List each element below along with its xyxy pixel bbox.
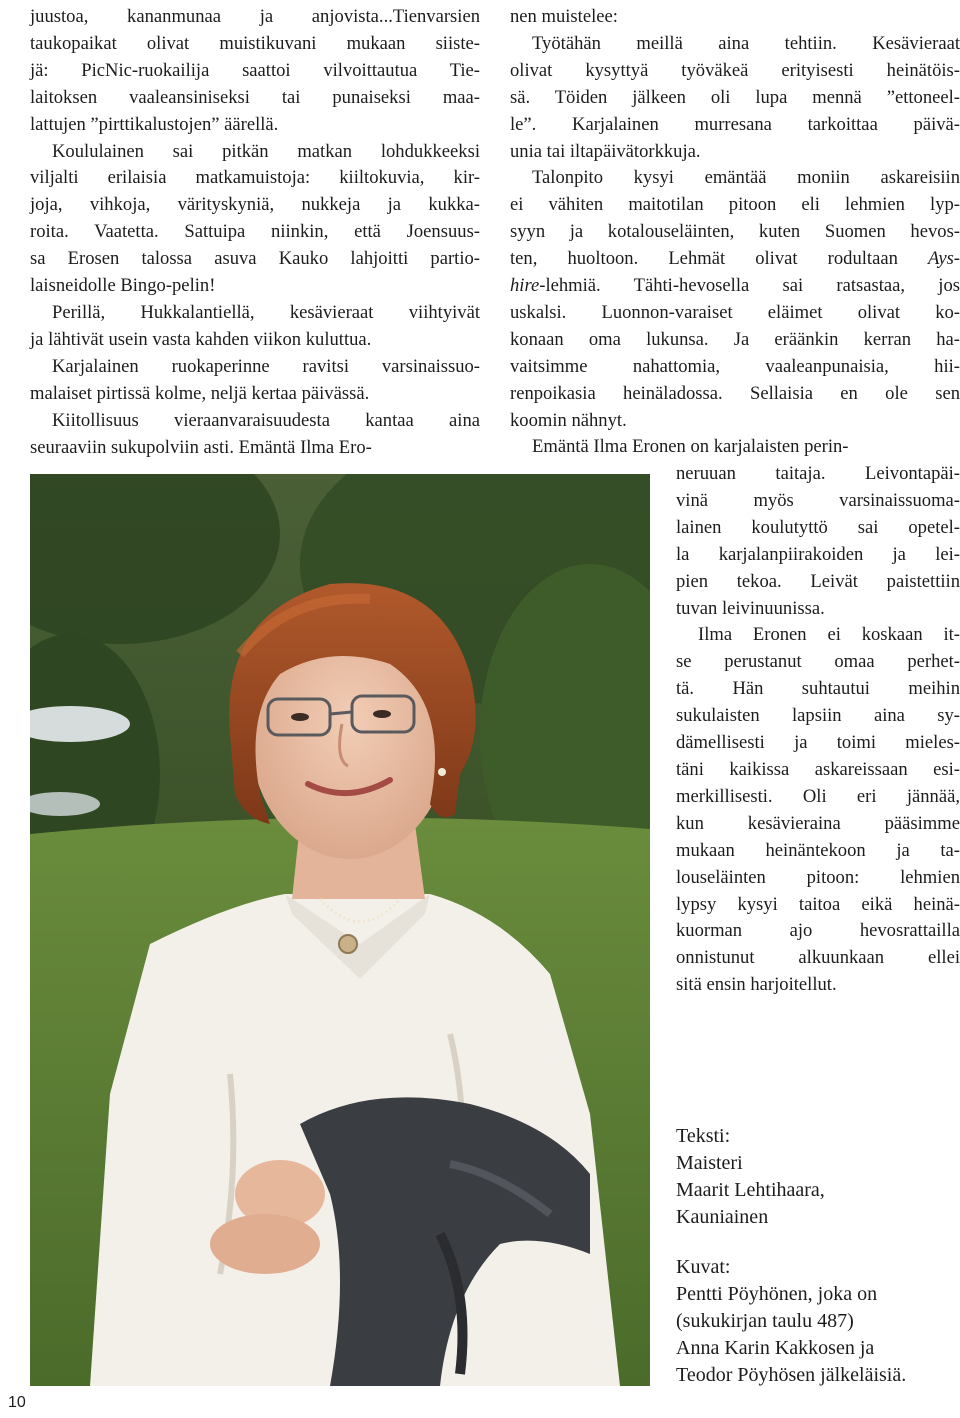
- article-right-column: [510, 4, 960, 435]
- credit-photo-line: Anna Karin Kakkosen ja: [676, 1337, 875, 1359]
- text-line: uskalsi. Luonnon-varaiset eläimet olivat ko-: [510, 301, 960, 323]
- text-line: lypsy kysyi taitoa eikä heinä-: [676, 893, 960, 915]
- text-line: roita. Vaatetta. Sattuipa niinkin, että Joensuus-: [30, 221, 480, 243]
- text-line: lainen koulutyttö sai opetel-: [676, 516, 960, 538]
- text-line: Karjalainen ruokaperinne ravitsi varsinaissuo-: [52, 355, 480, 377]
- text-line: unia tai iltapäivätorkkuja.: [510, 140, 701, 162]
- text-line: nen muistelee:: [510, 6, 618, 27]
- credit-text-line: Kauniainen: [676, 1206, 769, 1228]
- text-line: jä: PicNic-ruokailija saattoi vilvoittautua Tie-: [30, 59, 480, 81]
- text-line: renpoikasia heinäladossa. Sellaisia en ole sen: [510, 382, 960, 404]
- credit-text-label: Teksti:: [676, 1125, 731, 1147]
- text-line: olivat kysyttyä työväkeä erityisesti heinätöis-: [510, 59, 960, 81]
- text-line: Perillä, Hukkalantiellä, kesävieraat viihtyivät: [52, 301, 480, 323]
- text-line: pien tekoa. Leivät paistettiin: [676, 570, 960, 592]
- text-line: mukaan heinäntekoon ja ta-: [676, 839, 960, 861]
- text-line: vaitsimme nahattomia, vaaleanpunaisia, hii-: [510, 355, 960, 377]
- credit-text-block: [676, 1123, 825, 1231]
- text-line: koomin nähnyt.: [510, 409, 627, 431]
- text-line: Ilma Eronen ei koskaan it-: [698, 624, 960, 646]
- text-line: tuvan leivinuunissa.: [676, 597, 825, 619]
- text-line: ei vähiten maitotilan pitoon eli lehmien lyp-: [510, 194, 960, 216]
- portrait-photo: [30, 474, 650, 1386]
- article-left-column: [30, 4, 480, 461]
- text-line: merkillisesti. Oli eri jännää,: [676, 785, 960, 807]
- article-paragraph-emanta: [510, 434, 960, 461]
- text-line: kuorman ajo hevosrattailla: [676, 920, 960, 942]
- text-line: ja lähtivät usein vasta kahden viikon kuluttua.: [30, 328, 372, 350]
- text-line: sä. Töiden jälkeen oli lupa mennä ”ettoneel-: [510, 86, 960, 108]
- text-line: Koululainen sai pitkän matkan lohdukkeeksi: [52, 140, 480, 162]
- page-number: 10: [8, 1394, 26, 1411]
- text-line: ten, huoltoon. Lehmät olivat rodultaan Ays-: [510, 248, 960, 270]
- text-line: juustoa, kananmunaa ja anjovista...Tienvarsien: [30, 6, 480, 27]
- text-line: sitä ensin harjoitellut.: [676, 974, 837, 996]
- text-line: hire-lehmiä. Tähti-hevosella sai ratsastaa, jos: [510, 275, 960, 297]
- credit-photo-label: Kuvat:: [676, 1256, 731, 1278]
- credit-photo-line: Teodor Pöyhösen jälkeläisiä.: [676, 1364, 907, 1386]
- credit-text-line: Maisteri: [676, 1152, 743, 1174]
- text-line: viljalti erilaisia matkamuistoja: kiiltokuvia, kir-: [30, 167, 480, 189]
- text-line: neruuan taitaja. Leivontapäi-: [676, 463, 960, 484]
- text-line: lattujen ”pirttikalustojen” äärellä.: [30, 113, 279, 135]
- text-line: Emäntä Ilma Eronen on karjalaisten perin-: [532, 436, 849, 457]
- text-line: sukulaisten lapsiin aina sy-: [676, 705, 960, 727]
- text-line: le”. Karjalainen murresana tarkoittaa päivä-: [510, 113, 960, 135]
- text-line: joja, vihkoja, värityskyniä, nukkeja ja kukka-: [30, 194, 480, 216]
- text-line: seuraaviin sukupolviin asti. Emäntä Ilma Ero-: [30, 436, 372, 458]
- text-line: Kiitollisuus vieraanvaraisuudesta kantaa aina: [52, 409, 480, 431]
- credit-photo-line: Pentti Pöyhönen, joka on: [676, 1283, 878, 1305]
- credit-text-line: Maarit Lehtihaara,: [676, 1179, 825, 1201]
- text-line: laitoksen vaaleansiniseksi tai punaiseksi maa-: [30, 86, 480, 108]
- credit-photo-line: (sukukirjan taulu 487): [676, 1310, 854, 1332]
- text-line: onnistunut alkuunkaan ellei: [676, 947, 960, 969]
- text-line: kun kesävieraina pääsimme: [676, 812, 960, 834]
- text-line: malaiset pirtissä kolme, neljä kertaa päivässä.: [30, 382, 370, 404]
- text-line: se perustanut omaa perhet-: [676, 651, 960, 673]
- text-line: Työtähän meillä aina tehtiin. Kesävieraat: [532, 32, 960, 54]
- text-line: konaan oma lukunsa. Ja eräänkin kerran ha-: [510, 328, 960, 350]
- text-line: sa Erosen talossa asuva Kauko lahjoitti partio-: [30, 248, 480, 270]
- text-line: täni kaikissa askareissaan esi-: [676, 758, 960, 780]
- text-line: Talonpito kysyi emäntää moniin askareisiin: [532, 167, 960, 189]
- article-wrap-column: [676, 461, 960, 999]
- text-line: la karjalanpiirakoiden ja lei-: [676, 543, 960, 565]
- text-line: dämellisesti ja toimi mieles-: [676, 732, 960, 754]
- text-line: louseläinten pitoon: lehmien: [676, 866, 960, 888]
- text-line: laisneidolle Bingo-pelin!: [30, 275, 216, 297]
- text-line: syyn ja kotalouseläinten, kuten Suomen hevos-: [510, 221, 960, 243]
- text-line: vinä myös varsinaissuoma-: [676, 489, 960, 511]
- text-line: taukopaikat olivat muistikuvani mukaan siiste-: [30, 32, 480, 54]
- credit-photo-block: [676, 1254, 906, 1389]
- text-line: tä. Hän suhtautui meihin: [676, 678, 960, 700]
- portrait-illustration: [30, 474, 650, 1386]
